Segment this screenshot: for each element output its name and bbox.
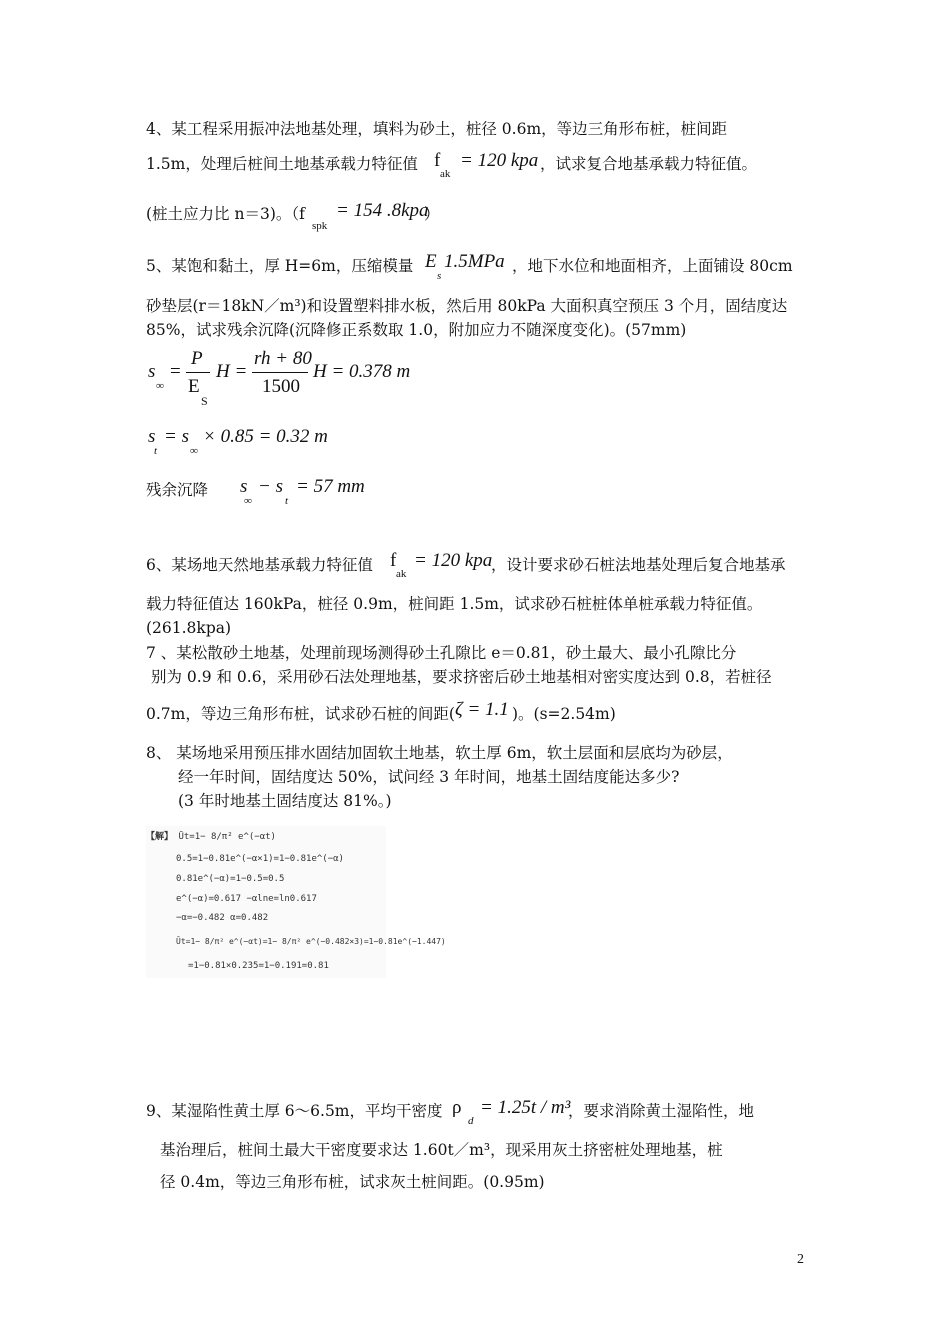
p8-line2: 经一年时间，固结度达 50%，试问经 3 年时间，地基土固结度能达多少? — [178, 768, 680, 786]
p5-line3: 85%，试求残余沉降(沉降修正系数取 1.0，附加应力不随深度变化)。(57mm) — [146, 321, 687, 339]
eq1-s-subscript: ∞ — [156, 380, 164, 392]
solution-line-2: 0.5=1−0.81e^(−α×1)=1−0.81e^(−α) — [176, 854, 344, 864]
eq3-label: 残余沉降 — [146, 481, 209, 499]
p4-line2-b: ，试求复合地基承载力特征值。 — [540, 155, 758, 173]
p6-line3: (261.8kpa) — [146, 619, 232, 637]
eq3-s-subscript: ∞ — [244, 495, 252, 507]
p4-f-value: = 120 kpa — [460, 150, 539, 171]
eq2-s: s — [148, 426, 156, 447]
p6-f-subscript: ak — [396, 568, 407, 580]
solution-line-4: e^(−α)=0.617 −αlne=ln0.617 — [176, 894, 317, 904]
p6-f-symbol: f — [390, 550, 397, 571]
solution-tag: 【解】 — [146, 832, 174, 842]
p9-line1-a: 9、某湿陷性黄土厚 6～6.5m，平均干密度 — [146, 1102, 443, 1120]
eq3-mid: − s — [258, 476, 283, 497]
eq2-s-subscript: t — [154, 445, 158, 457]
p5-line2: 砂垫层(r＝18kN／m³)和设置塑料排水板，然后用 80kPa 大面积真空预压 3 个月，固结度达 — [146, 297, 788, 315]
eq2-mid: = s — [164, 426, 189, 447]
p6-f-value: = 120 kpa — [414, 550, 493, 571]
eq1-H: H = — [216, 361, 248, 382]
p4-line1: 4、某工程采用振冲法地基处理，填料为砂土，桩径 0.6m，等边三角形布桩，桩间距 — [146, 120, 728, 138]
p4-f-subscript: ak — [440, 168, 451, 180]
solution-line-3: 0.81e^(−α)=1−0.5=0.5 — [176, 874, 285, 884]
eq1-denominator-1-subscript: S — [201, 394, 208, 408]
solution-line-1 — [146, 832, 276, 843]
p5-line1-b: ，地下水位和地面相齐，上面铺设 80cm — [512, 257, 793, 275]
p9-line2: 基治理后，桩间土最大干密度要求达 1.60t／m³，现采用灰土挤密桩处理地基，桩 — [160, 1141, 723, 1159]
eq1-numerator-2: rh + 80 — [254, 348, 312, 369]
p8-line3: (3 年时地基土固结度达 81%。) — [178, 792, 392, 810]
eq2-tail: × 0.85 = 0.32 m — [203, 426, 328, 447]
p8-line1: 8、 某场地采用预压排水固结加固软土地基，软土厚 6m，软土层面和层底均为砂层， — [146, 744, 733, 762]
p7-line1: 7 、某松散砂土地基，处理前现场测得砂土孔隙比 e＝0.81，砂土最大、最小孔隙比分 — [146, 644, 737, 662]
p5-line1-a: 5、某饱和黏土，厚 H=6m，压缩模量 — [146, 257, 414, 275]
p7-line3-b: )。(s=2.54m) — [512, 705, 616, 723]
solution-formula-1: Ūt=1− 8/π² e^(−αt) — [178, 832, 276, 842]
p4-line3-subscript: spk — [312, 220, 328, 232]
eq1-numerator-1: P — [191, 348, 203, 369]
eq1-fraction-bar-2 — [252, 372, 308, 373]
p4-line2-a: 1.5m，处理后桩间土地基承载力特征值 — [146, 155, 418, 173]
p7-zeta: ζ = 1.1 — [455, 699, 509, 720]
p7-line3-a: 0.7m，等边三角形布桩，试求砂石桩的间距( — [146, 705, 455, 723]
eq2-mid-subscript: ∞ — [190, 445, 198, 457]
eq3-tail: = 57 mm — [296, 476, 365, 497]
eq1-tail: H = 0.378 m — [313, 361, 411, 382]
p4-line3-b: ） — [424, 205, 440, 223]
p7-line2: 别为 0.9 和 0.6，采用砂石法处理地基，要求挤密后砂土地基相对密实度达到 0.8，若桩径 — [151, 668, 772, 686]
p5-E-symbol: E — [425, 251, 437, 272]
eq3-s: s — [240, 476, 248, 497]
page-number: 2 — [797, 1252, 804, 1267]
solution-line-6: Ūt=1− 8/π² e^(−αt)=1− 8/π² e^(−0.482×3)=1−0.81e^(−1.447) — [176, 937, 446, 946]
eq1-equals: = — [170, 361, 181, 382]
p9-line3: 径 0.4m，等边三角形布桩，试求灰土桩间距。(0.95m) — [160, 1173, 545, 1191]
eq3-mid-subscript: t — [285, 495, 289, 507]
eq1-fraction-bar-1 — [186, 372, 210, 373]
p6-line2: 载力特征值达 160kPa，桩径 0.9m，桩间距 1.5m，试求砂石桩桩体单桩承载力特征值。 — [146, 595, 763, 613]
p6-line1-a: 6、某场地天然地基承载力特征值 — [146, 556, 373, 574]
p5-E-subscript: s — [437, 270, 442, 282]
p9-rho-value: = 1.25t / m³ — [480, 1097, 571, 1118]
eq1-denominator-2: 1500 — [262, 376, 300, 397]
p4-line3-value: = 154 .8kpa — [336, 200, 429, 221]
eq1-s: s — [148, 361, 156, 382]
p9-rho-subscript: d — [468, 1115, 474, 1127]
p4-f-symbol: f — [434, 150, 441, 171]
solution-line-7: =1−0.81×0.235=1−0.191=0.81 — [188, 961, 329, 971]
p5-E-value: 1.5MPa — [444, 251, 505, 272]
p9-line1-b: ，要求消除黄土湿陷性，地 — [568, 1102, 755, 1120]
p6-line1-b: ，设计要求砂石桩法地基处理后复合地基承 — [491, 556, 786, 574]
solution-image — [146, 826, 446, 978]
p4-line3-a: (桩土应力比 n＝3)。（f — [146, 205, 305, 223]
eq1-denominator-1: E — [188, 376, 200, 397]
p9-rho-symbol: ρ — [452, 1097, 462, 1118]
solution-line-5: −α=−0.482 α=0.482 — [176, 913, 269, 923]
